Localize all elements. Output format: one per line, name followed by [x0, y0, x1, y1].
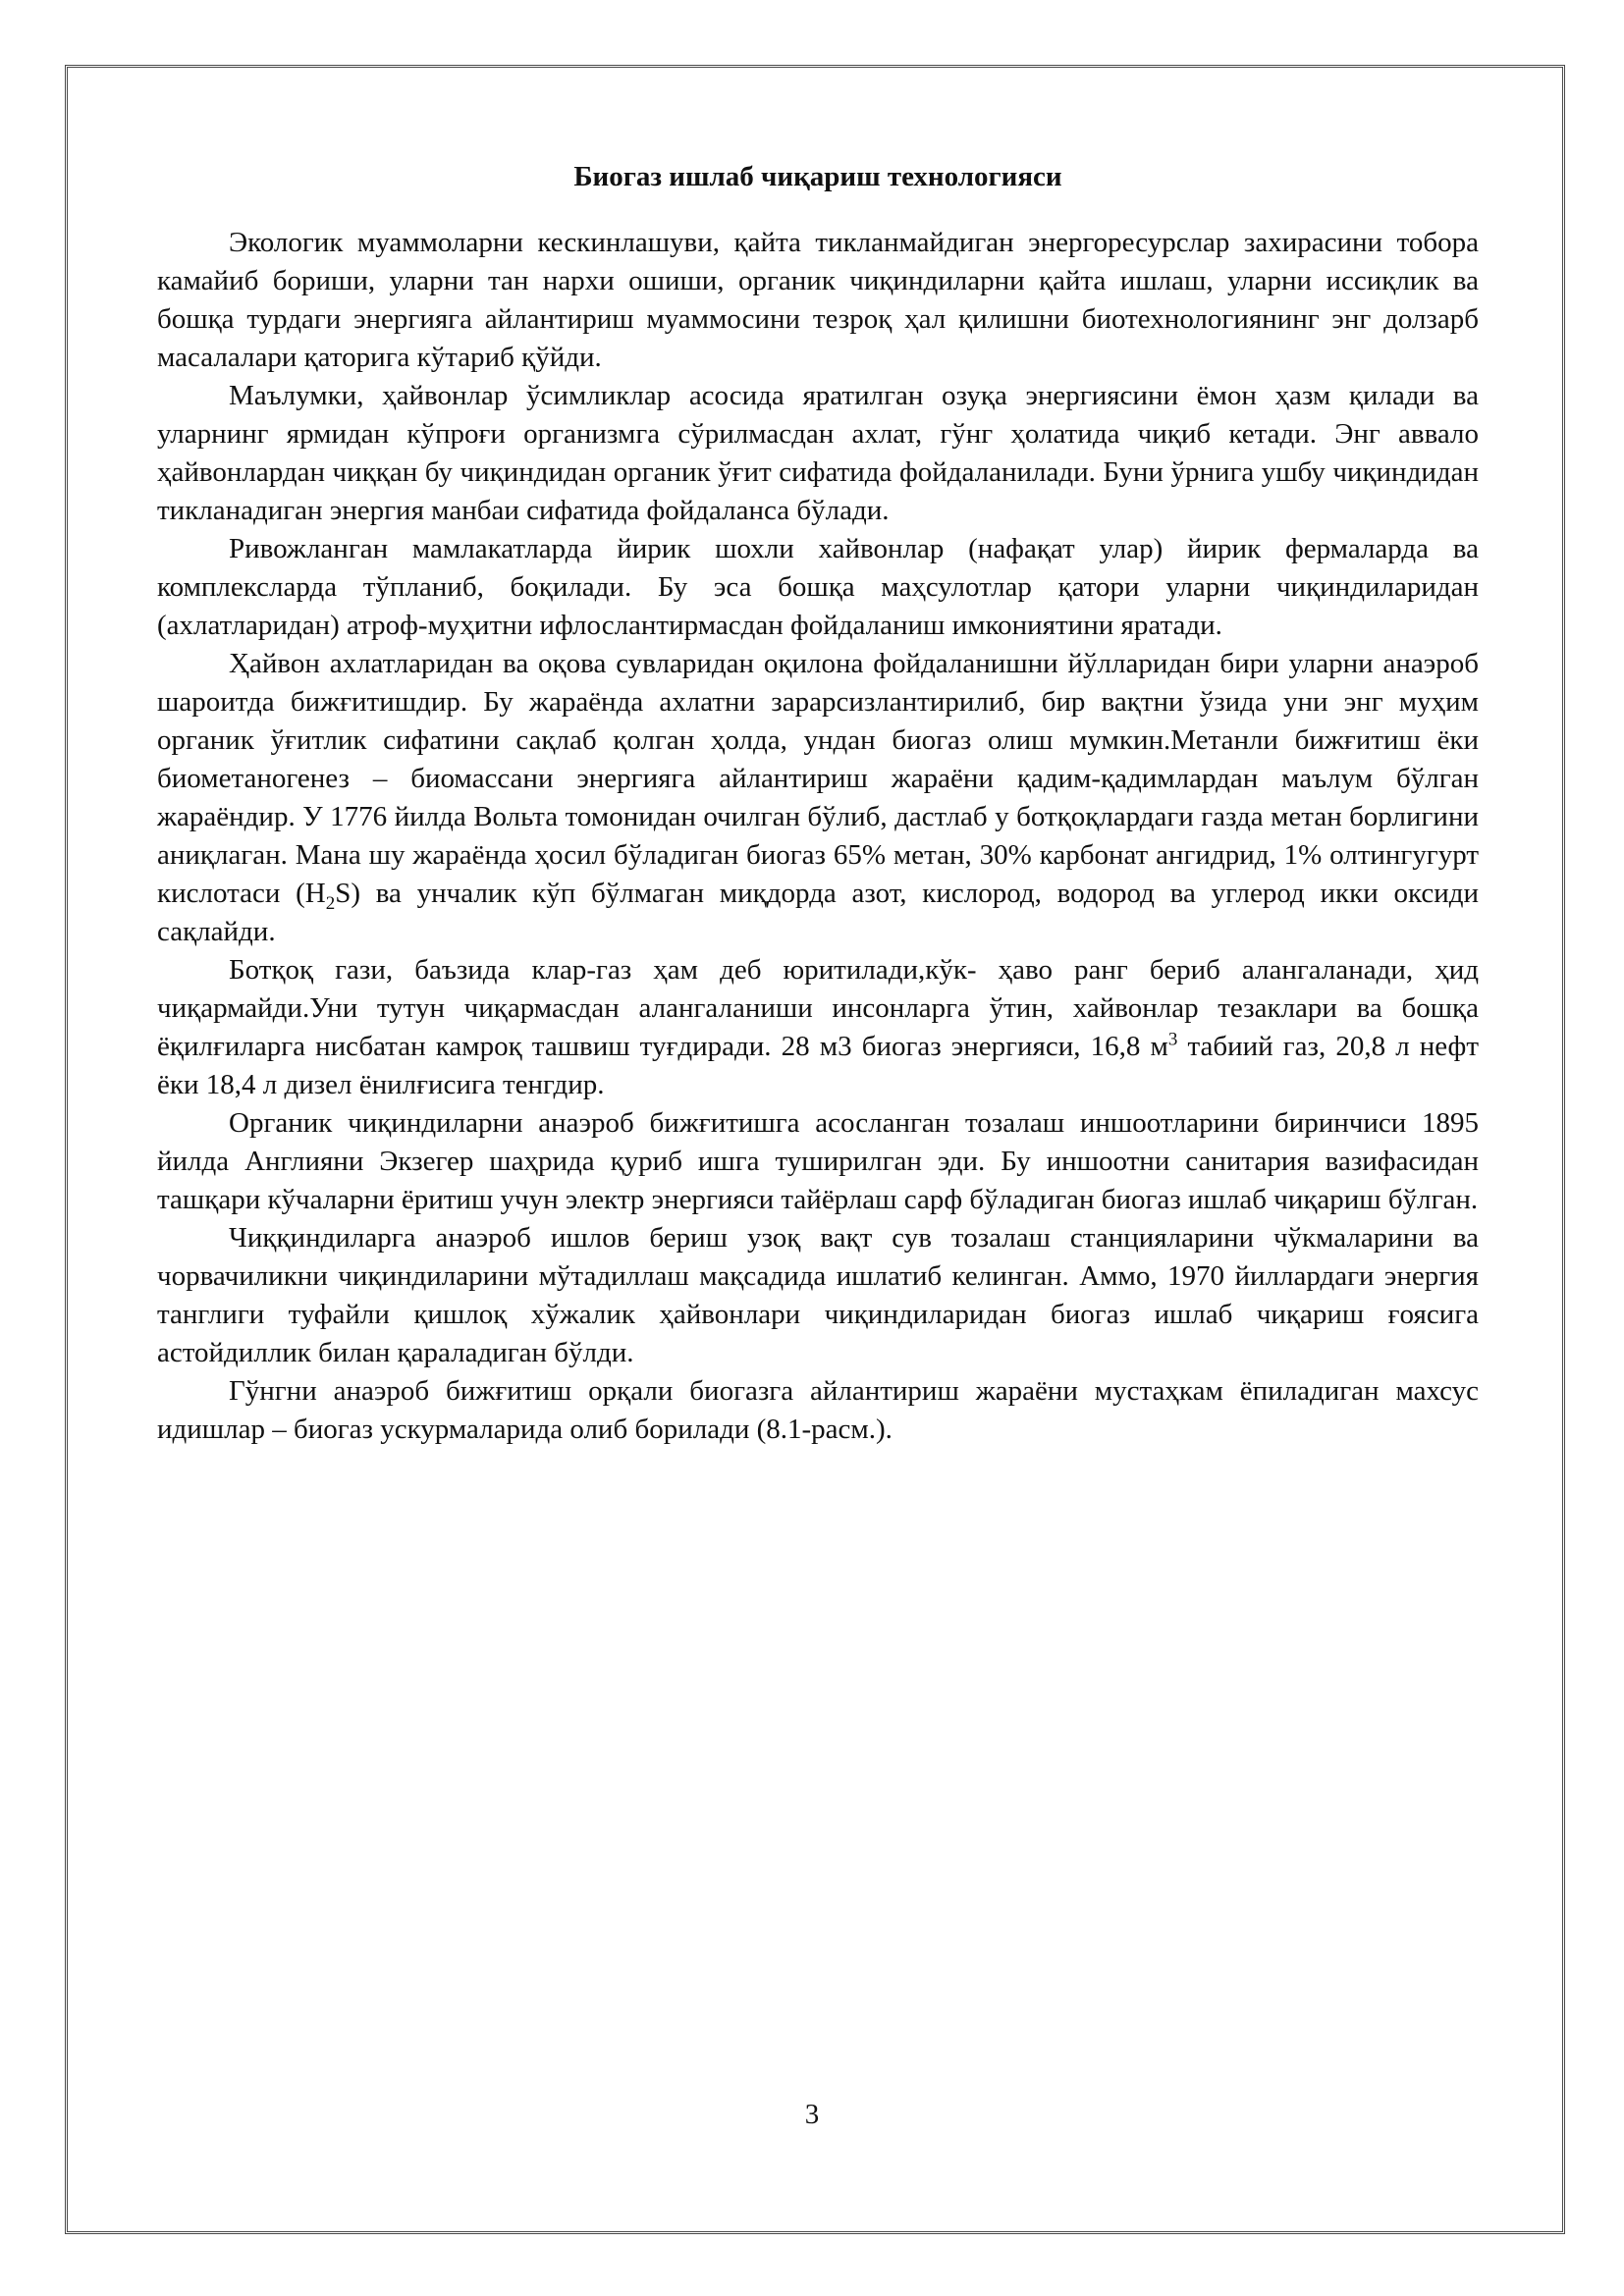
- paragraph-3: Ривожланган мамлакатларда йирик шохли хайвонлар (нафақат улар) йирик фермаларда ва комплексларда тўпланиб, боқилади. Бу эса бошқа маҳсулотлар қатори уларни чиқиндиларидан (ахлатларидан) атроф-муҳитни ифлослантирмасдан фойдаланиш имкониятини яратади.: [157, 533, 1479, 641]
- paragraph-4-tail: S) ва унчалик кўп бўлмаган миқдорда азот, кислород, водород ва углерод икки оксиди сақлайди.: [157, 878, 1479, 947]
- cubic-superscript: 3: [1167, 1029, 1178, 1050]
- paragraph-7: Чиққиндиларга анаэроб ишлов бериш узоқ вақт сув тозалаш станцияларини чўкмаларини ва чорвачиликни чиқиндиларини мўтадиллаш мақсадида ишлатиб келинган. Аммо, 1970 йиллардаги энергия танглиги туфайли қишлоқ хўжалик ҳайвонлари чиқиндиларидан биогаз ишлаб чиқариш ғоясига астойдиллик билан қараладиган бўлди.: [157, 1222, 1479, 1368]
- paragraph-4-text: Ҳайвон ахлатларидан ва оқова сувларидан оқилона фойдаланишни йўлларидан бири уларни анаэроб шароитда бижғитишдир. Бу жараёнда ахлатни зарарсизлантирилиб, бир вақтни ўзида уни энг муҳим органик ўғитлик сифатини сақлаб қолган ҳолда, ундан биогаз олиш мумкин.Метанли бижғитиш ёки биометаногенез – биомассани энергияга айлантириш жараёни қадим-қадимлардан маълум бўлган жараёндир. У 1776 йилда Вольта томонидан очилган бўлиб, дастлаб у ботқоқлардаги газда метан борлигини аниқлаган. Мана шу жараёнда ҳосил бўладиган биогаз 65% метан, 30% карбонат ангидрид, 1% олтингугурт кислотаси (H: [157, 648, 1479, 909]
- h2s-subscript: 2: [325, 892, 336, 914]
- paragraph-5-tail: табиий газ, 20,8 л нефт ёки 18,4 л дизел ёнилғисига тенгдир.: [157, 1031, 1479, 1100]
- document-title: Биогаз ишлаб чиқариш технологияси: [573, 161, 1062, 192]
- paragraph-8: Гўнгни анаэроб бижғитиш орқали биогазга айлантириш жараёни мустаҳкам ёпиладиган махсус идишлар – биогаз ускурмаларида олиб борилади (8.1-расм.).: [157, 1375, 1479, 1445]
- paragraph-6: Органик чиқиндиларни анаэроб бижғитишга асосланган тозалаш иншоотларини биринчиси 1895 йилда Англияни Экзегер шаҳрида қуриб ишга туширилган эди. Бу иншоотни санитария вазифасидан ташқари кўчаларни ёритиш учун электр энергияси тайёрлаш сарф бўладиган биогаз ишлаб чиқариш бўлган.: [157, 1107, 1479, 1215]
- paragraph-5-text: Ботқоқ гази, баъзида клар-газ ҳам деб юритилади,кўк- ҳаво ранг бериб алангаланади, ҳид чиқармайди.Уни тутун чиқармасдан алангаланиши инсонларга ўтин, хайвонлар тезаклари ва бошқа ёқилғиларга нисбатан камроқ ташвиш туғдиради. 28 м3 биогаз энергияси, 16,8 м: [157, 954, 1479, 1062]
- paragraph-4: [157, 645, 1479, 951]
- paragraph-2: Маълумки, ҳайвонлар ўсимликлар асосида яратилган озуқа энергиясини ёмон ҳазм қилади ва уларнинг ярмидан кўпроғи организмга сўрилмасдан ахлат, гўнг ҳолатида чиқиб кетади. Энг аввало ҳайвонлардан чиққан бу чиқиндидан органик ўғит сифатида фойдаланилади. Буни ўрнига ушбу чиқиндидан тикланадиган энергия манбаи сифатида фойдаланса бўлади.: [157, 380, 1479, 526]
- page-number: 3: [804, 2099, 820, 2130]
- paragraph-5: [157, 951, 1479, 1104]
- paragraph-1: Экологик муаммоларни кескинлашуви, қайта тикланмайдиган энергоресурслар захирасини тобора камайиб бориши, уларни тан нархи ошиши, органик чиқиндиларни қайта ишлаш, уларни иссиқлик ва бошқа турдаги энергияга айлантириш муаммосини тезроқ ҳал қилишни биотехнологиянинг энг долзарб масалалари қаторига кўтариб қўйди.: [157, 227, 1479, 373]
- document-body: [157, 147, 1479, 1449]
